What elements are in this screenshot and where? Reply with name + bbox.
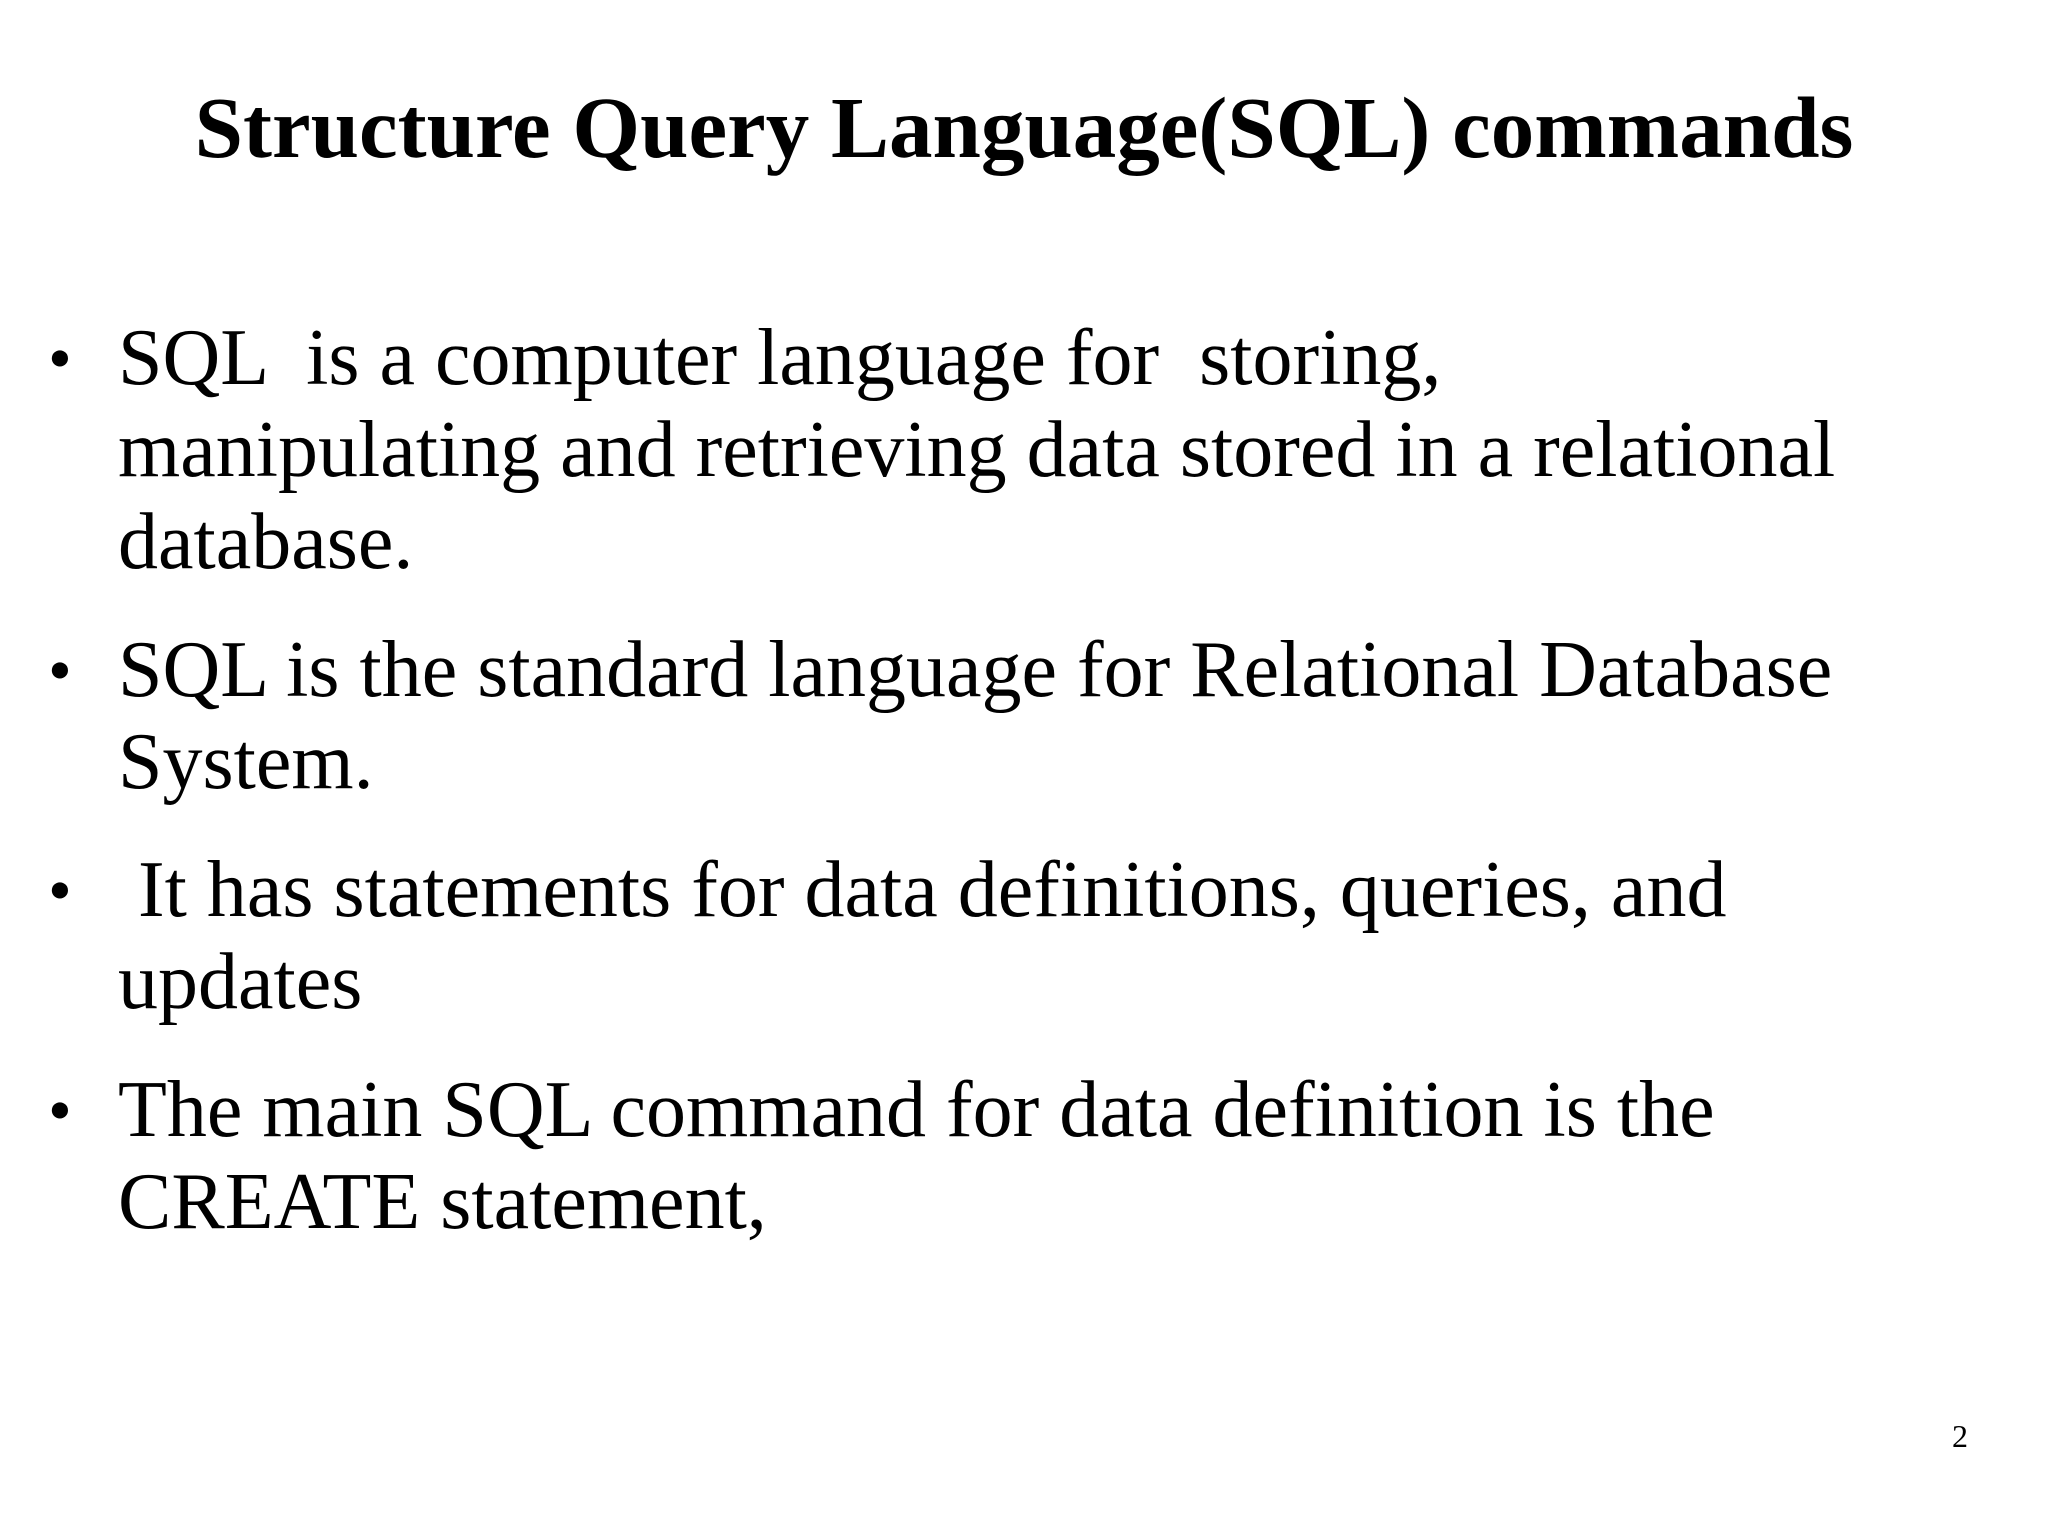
- bullet-item-3: [48, 844, 1988, 1028]
- bullet-point-icon: •: [48, 632, 72, 708]
- bullet-point-icon: •: [48, 852, 72, 928]
- bullet-text: The main SQL command for data definition is the CREATE statement,: [118, 1066, 1715, 1246]
- bullet-text: SQL is the standard language for Relational Database System.: [118, 626, 1833, 806]
- bullet-point-icon: •: [48, 320, 72, 396]
- bullet-item-2: [48, 624, 1988, 808]
- slide-title: Structure Query Language(SQL) commands: [194, 79, 1854, 176]
- bullet-list: [48, 312, 1988, 1284]
- bullet-item-4: [48, 1064, 1988, 1248]
- bullet-text: It has statements for data definitions, queries, and updates: [118, 846, 1727, 1026]
- bullet-item-1: [48, 312, 1988, 588]
- bullet-point-icon: •: [48, 1072, 72, 1148]
- page-number: 2: [1952, 1418, 1968, 1454]
- bullet-text: SQL is a computer language for storing, manipulating and retrieving data stored in a relational database.: [118, 314, 1836, 586]
